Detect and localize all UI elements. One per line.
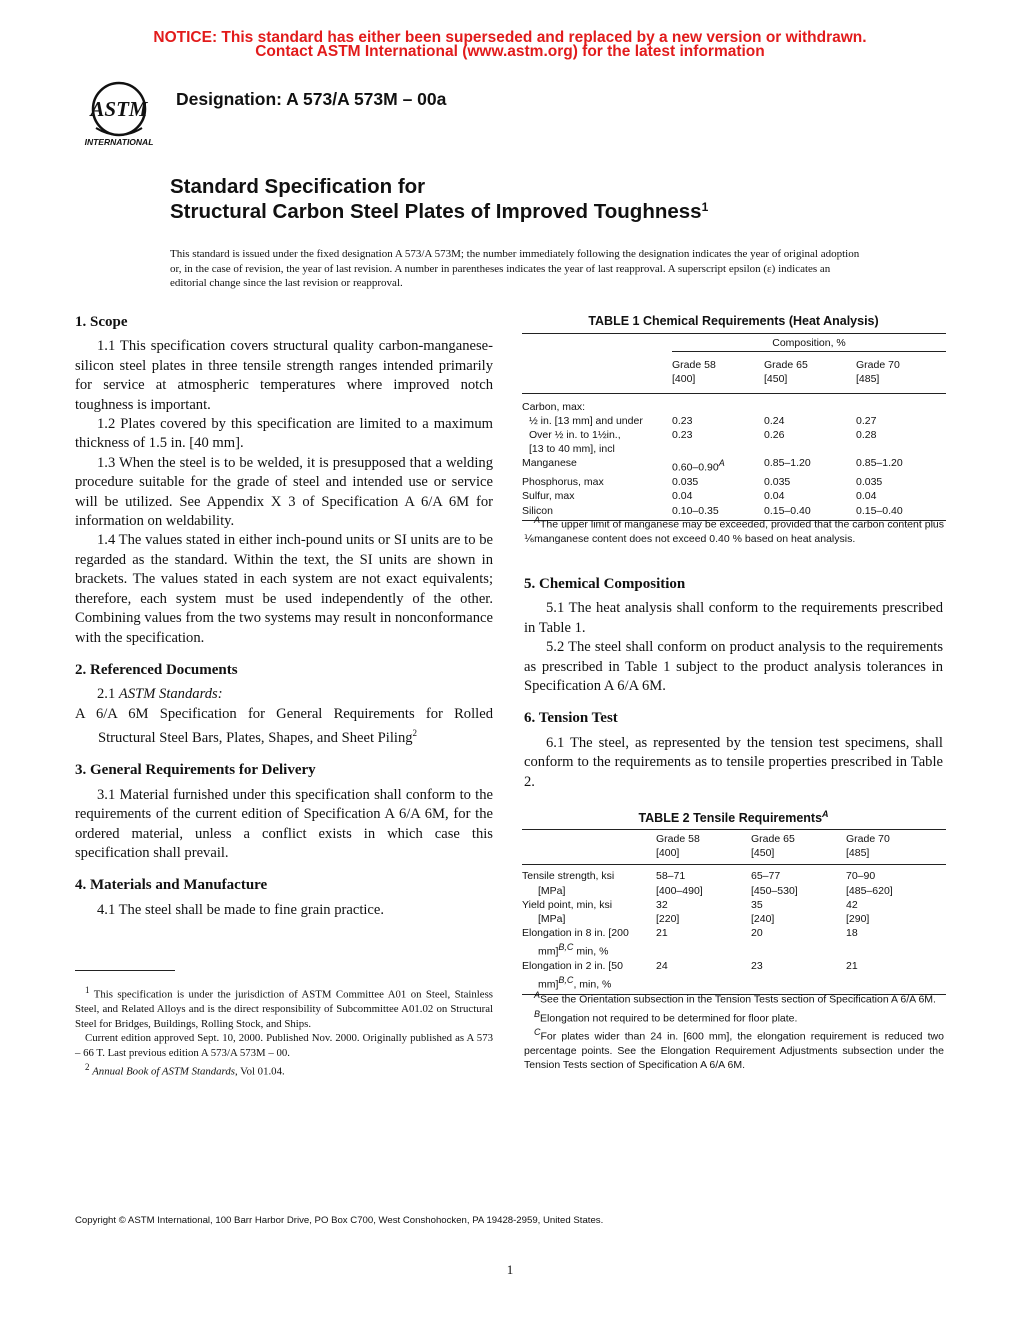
para-1-3: 1.3 When the steel is to be welded, it is presupposed that a welding procedure suitable for the grade of steel and intended use or service will be utilized. See Appendix X 3 of Specification A 6/A 6M for information on weldability. (75, 454, 493, 530)
notice-line-1: NOTICE: This standard has either been superseded and replaced by a new version or withdrawn. (153, 29, 867, 46)
table1-grade-header: Grade 70 [485] (856, 359, 900, 386)
table-row: [13 to 40 mm], incl (529, 443, 615, 456)
table2-footnotes (524, 988, 944, 1073)
para-3-1: 3.1 Material furnished under this specification shall conform to the requirements of the current edition of Specification A 6/A 6M, for the ordered material, unless a conflict exists in which case this specification shall prevail. (75, 786, 493, 862)
section-heading-chemcomp: 5. Chemical Composition (524, 576, 686, 592)
table2-grade-header: Grade 65 [450] (751, 830, 846, 861)
table-row: ½ in. [13 mm] and under 0.23 0.24 0.27 (529, 414, 877, 427)
table2 (522, 829, 946, 995)
section-heading-tension: 6. Tension Test (524, 710, 618, 727)
table2-footnote: $^C$For plates wider than 24 in. [600 mm], the elongation requirement is reduced two percentage points. See the Elongation Requirement Adjustments subsection under the Tension Tests section of Specification A 6/A 6M. (524, 1027, 944, 1072)
table1-footnote-text: The upper limit of manganese may be exceeded, provided that the carbon content plus ⅙manganese content does not exceed 0.40 % based on heat analysis. (524, 518, 944, 545)
intro-note: This standard is issued under the fixed designation A 573/A 573M; the number immediately following the designation indicates the year of original adoption or, in the case of revision, the year of last revision. A number in parentheses indicates the year of last reapproval. A superscript epsilon (ε) indicates an editorial change since the last revision or reapproval. (170, 248, 860, 289)
logo-subtext: INTERNATIONAL (84, 137, 154, 147)
copyright: Copyright © ASTM International, 100 Barr Harbor Drive, PO Box C700, West Conshohocken, PA 19428-2959, United States. (75, 1215, 604, 1226)
table2-grade-header: Grade 58 [400] (656, 830, 751, 861)
title-text: Structural Carbon Steel Plates of Improved Toughness (170, 200, 702, 223)
designation: Designation: A 573/A 573M – 00a (176, 89, 447, 109)
para-4-1: 4.1 The steel shall be made to fine grain practice. (97, 901, 385, 918)
table1-title: TABLE 1 Chemical Requirements (Heat Analysis) (588, 314, 879, 328)
table-row: mm]$^{B,C}$ min, % (538, 942, 609, 958)
table-row: [MPa] [220] [240] [290] (538, 913, 870, 926)
footnote-2: $^2$ Annual Book of ASTM Standards, Vol 01.04. (85, 1062, 285, 1078)
table-row: Silicon 0.10–0.35 0.15–0.40 0.15–0.40 (522, 504, 946, 521)
para-2-1 (75, 685, 493, 704)
page-footnotes (75, 983, 493, 1079)
title-line-1: Standard Specification for (170, 175, 426, 198)
logo-text: ASTM (90, 97, 148, 121)
title-footnote-mark: 1 (701, 200, 709, 214)
table-row: Elongation in 2 in. [50 24 23 21 (522, 960, 858, 973)
title-line-2 (170, 199, 708, 224)
para-1-4: 1.4 The values stated in either inch-pound units or SI units are to be regarded as the standard. Within the text, the SI units are shown in brackets. The values stated in each system are not exact equivalents; therefore, each system must be used independently of the other. Combining values from the two systems may result in nonconformance with the specification. (75, 532, 493, 646)
table-row: Elongation in 8 in. [200 21 20 18 (522, 927, 858, 940)
table2-footnote: $^B$Elongation not required to be determined for floor plate. (534, 1008, 798, 1025)
table-row: Manganese $0.60-0.90^A$ 0.85–1.20 0.85–1.20 (522, 457, 903, 474)
table-row: mm]$^{B,C}$, min, % (522, 973, 946, 994)
ref-a6-mark: 2 (412, 728, 418, 739)
table2-footnote: $^A$See the Orientation subsection in the Tension Tests section of Specification A 6/A 6M. (534, 990, 936, 1006)
section-heading-general: 3. General Requirements for Delivery (75, 762, 316, 779)
footnote-1b: Current edition approved Sept. 10, 2000. Published Nov. 2000. Originally published as A 573 – 66 T. Last previous edition A 573/A 573M – 00. (75, 1032, 493, 1059)
table1-grade-header: Grade 65 [450] (764, 359, 808, 386)
table-row: Yield point, min, ksi 32 35 42 (522, 898, 858, 911)
table-row: Sulfur, max 0.04 0.04 0.04 (522, 490, 877, 503)
para-1-2: 1.2 Plates covered by this specification are limited to a maximum thickness of 1.5 in. [40 mm]. (75, 416, 493, 452)
para-5-2: 5.2 The steel shall conform on product analysis to the requirements as prescribed in Table 1 subject to the product analysis tolerances in Specification A 6/A 6M. (524, 639, 943, 695)
table1-footnote (524, 513, 944, 546)
left-column (75, 313, 493, 920)
table1-span-header: Composition, % (672, 334, 946, 352)
table-row: [MPa] [400–490] [450–530] [485–620] (538, 884, 893, 897)
ref-a6 (75, 705, 493, 749)
table1-group-label: Carbon, max: (522, 400, 586, 413)
para-1-1: 1.1 This specification covers structural quality carbon-manganese-silicon steel plates in three tensile strength ranges intended primarily for service at atmospheric temperatures where improved notch toughness is important. (75, 338, 493, 413)
footnote-rule (75, 970, 175, 971)
table2-grade-header: Grade 70 [485] (846, 830, 946, 861)
ref-a6-text: A 6/A 6M Specification for General Requirements for Rolled Structural Steel Bars, Plates, Shapes, and Sheet Piling (75, 705, 493, 746)
page-number: 1 (506, 1262, 514, 1277)
table-row: Phosphorus, max 0.035 0.035 0.035 (522, 476, 883, 489)
footnote-1: $^1$ This specification is under the jurisdiction of ASTM Committee A01 on Steel, Stainless Steel, and Related Alloys and is the direct responsibility of Subcommittee A01.02 on Structural Steel for Bridges, Buildings, Rolling Stock, and Ships. (75, 985, 493, 1030)
para-2-1-label: ASTM Standards: (118, 686, 223, 703)
section-heading-scope: 1. Scope (75, 314, 128, 330)
notice-line-2: Contact ASTM International (www.astm.org) for the latest information (255, 43, 765, 60)
astm-logo (76, 76, 162, 148)
table1-grade-header: Grade 58 [400] (672, 359, 716, 386)
para-2-1-num: 2.1 (97, 686, 116, 703)
table1 (522, 333, 946, 521)
para-5-1: 5.1 The heat analysis shall conform to the requirements prescribed in Table 1. (524, 600, 943, 636)
section-heading-materials: 4. Materials and Manufacture (75, 877, 268, 894)
section-heading-refdocs: 2. Referenced Documents (75, 661, 238, 678)
table2-title: TABLE 2 Tensile Requirements$^A$ (638, 809, 829, 826)
table1-footnote-mark: A (534, 515, 541, 525)
table-row: Over ½ in. to 1½in., 0.23 0.26 0.28 (529, 429, 877, 442)
para-6-1: 6.1 The steel, as represented by the tension test specimens, shall conform to the requirements as to tensile properties prescribed in Table 2. (524, 734, 943, 790)
table-row: Tensile strength, ksi 58–71 65–77 70–90 (522, 870, 876, 883)
right-column (524, 575, 943, 792)
